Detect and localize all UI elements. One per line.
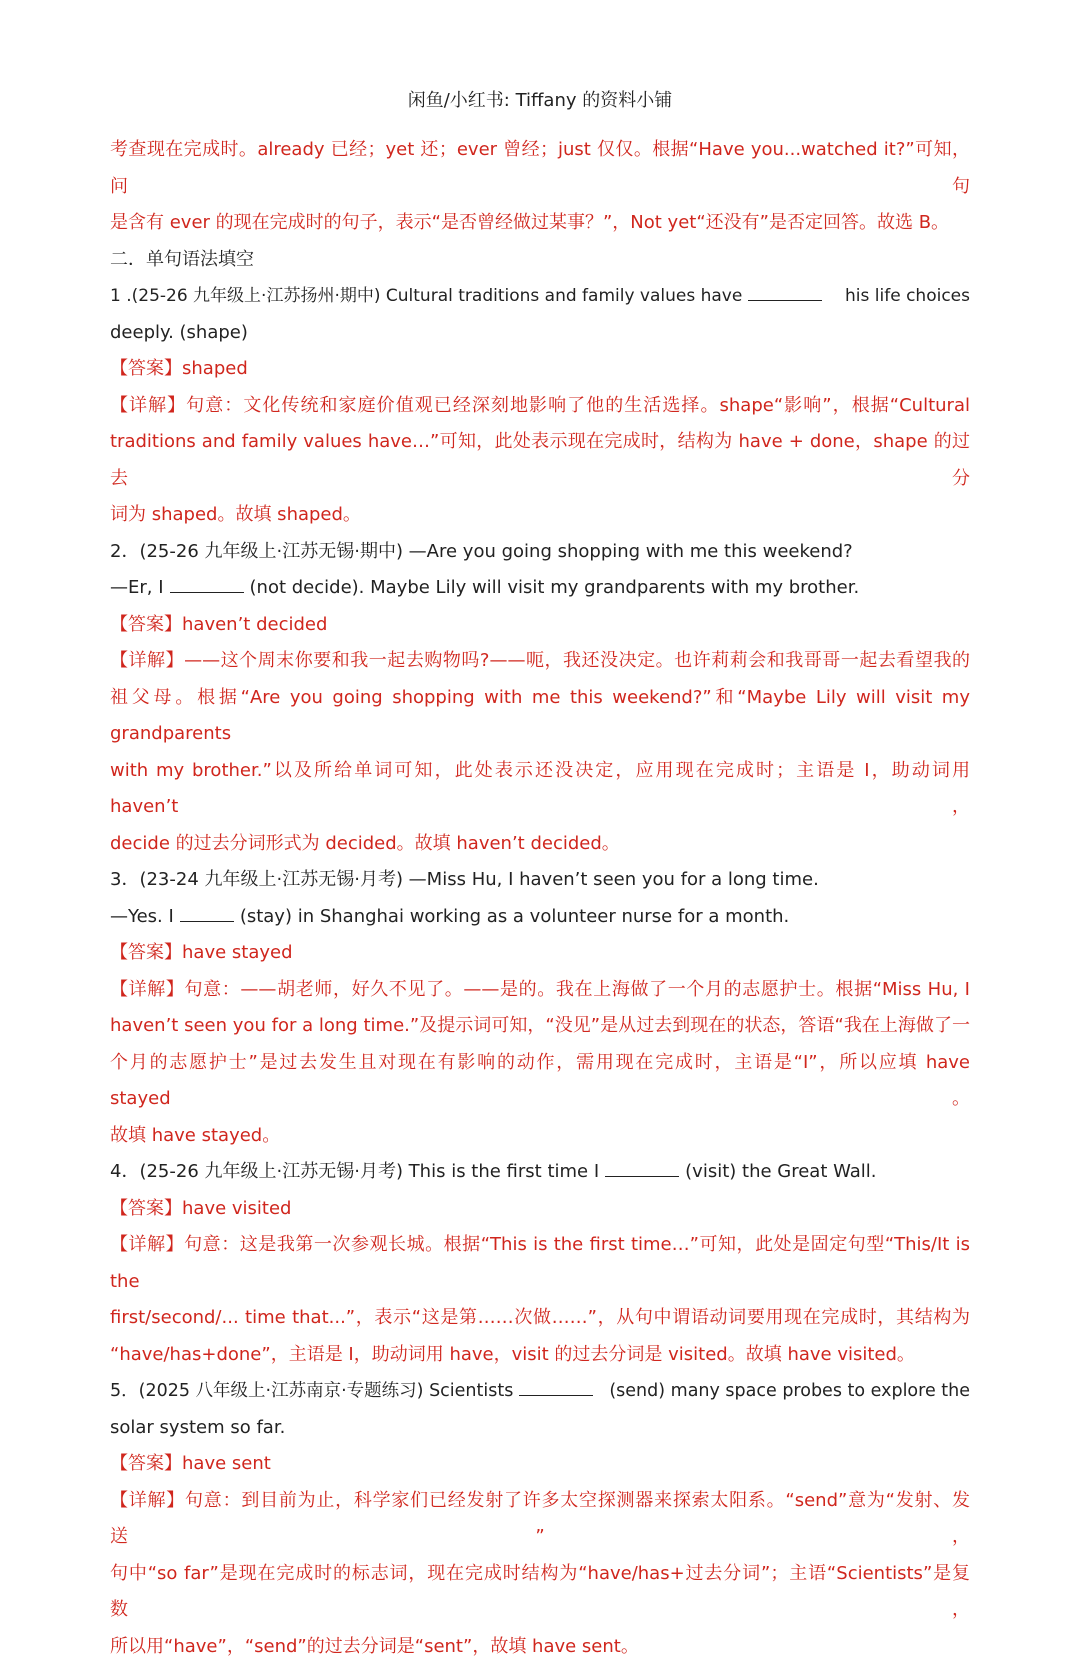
question-text: his life choices [845, 278, 970, 315]
detail-line: 【详解】——这个周末你要和我一起去购物吗?——呃，我还没决定。也许莉莉会和我哥哥一起去看望我的 [110, 643, 970, 680]
detail-line: 【详解】句意：到目前为止，科学家们已经发射了许多太空探测器来探索太阳系。“send”意为“发射、发送”， [110, 1483, 970, 1556]
detail-line: 所以用“have”，“send”的过去分词是“sent”，故填 have sent。 [110, 1629, 970, 1665]
answer-blank [519, 1373, 593, 1396]
question-3-answer: 【答案】have stayed [110, 935, 970, 972]
question-1-answer: 【答案】shaped [110, 351, 970, 388]
answer-blank [605, 1154, 679, 1177]
question-text: (visit) the Great Wall. [685, 1161, 876, 1182]
document-body [110, 132, 970, 1665]
question-text: —Er, I [110, 577, 164, 598]
answer-blank [180, 899, 234, 922]
question-text: 5．(2025 八年级上·江苏南京·专题练习) Scientists [110, 1381, 513, 1401]
question-text: (stay) in Shanghai working as a volunteer nurse for a month. [240, 906, 789, 927]
question-2-stem-2 [110, 570, 970, 607]
question-5-answer: 【答案】have sent [110, 1446, 970, 1483]
question-2-stem: 2．(25-26 九年级上·江苏无锡·期中) —Are you going shopping with me this weekend? [110, 534, 970, 571]
detail-line: 考查现在完成时。already 已经；yet 还；ever 曾经；just 仅仅。根据“Have you...watched it?”可知，问句 [110, 132, 970, 205]
detail-line: decide 的过去分词形式为 decided。故填 haven’t decided。 [110, 826, 970, 863]
detail-line: 词为 shaped。故填 shaped。 [110, 497, 970, 534]
detail-line: traditions and family values have…”可知，此处表示现在完成时，结构为 have + done，shape 的过去分 [110, 424, 970, 497]
question-2-answer: 【答案】haven’t decided [110, 607, 970, 644]
answer-blank [748, 278, 822, 301]
question-5-stem-cont: solar system so far. [110, 1410, 970, 1447]
question-text: 1 .(25-26 九年级上·江苏扬州·期中) Cultural traditions and family values have [110, 286, 742, 306]
detail-line: 祖父母。根据“Are you going shopping with me this weekend?”和“Maybe Lily will visit my grandparents [110, 680, 970, 753]
detail-line: with my brother.”以及所给单词可知，此处表示还没决定，应用现在完成时；主语是 I，助动词用 haven’t， [110, 753, 970, 826]
question-4-answer: 【答案】have visited [110, 1191, 970, 1228]
detail-line: 故填 have stayed。 [110, 1118, 970, 1155]
detail-line: haven’t seen you for a long time.”及提示词可知，“没见”是从过去到现在的状态，答语“我在上海做了一 [110, 1008, 970, 1045]
question-3-stem-2 [110, 899, 970, 936]
detail-line: 是含有 ever 的现在完成时的句子，表示“是否曾经做过某事？”，Not yet“还没有”是否定回答。故选 B。 [110, 205, 970, 242]
detail-line: first/second/... time that...”，表示“这是第……次做……”，从句中谓语动词要用现在完成时，其结构为 [110, 1300, 970, 1337]
detail-line: 【详解】句意：这是我第一次参观长城。根据“This is the first time…”可知，此处是固定句型“This/It is the [110, 1227, 970, 1300]
question-text: (send) many space probes to explore the [609, 1373, 970, 1410]
question-text: —Yes. I [110, 906, 174, 927]
answer-blank [170, 570, 244, 593]
detail-line: 【详解】句意：文化传统和家庭价值观已经深刻地影响了他的生活选择。shape“影响”，根据“Cultural [110, 388, 970, 425]
question-5-stem [110, 1373, 970, 1410]
detail-line: 句中“so far”是现在完成时的标志词，现在完成时结构为“have/has+过去分词”；主语“Scientists”是复数， [110, 1556, 970, 1629]
detail-line: “have/has+done”，主语是 I，助动词用 have，visit 的过去分词是 visited。故填 have visited。 [110, 1337, 970, 1374]
question-1-stem-cont: deeply. (shape) [110, 315, 970, 352]
detail-line: 个月的志愿护士”是过去发生且对现在有影响的动作，需用现在完成时，主语是“I”，所以应填 have stayed。 [110, 1045, 970, 1118]
question-text: 4．(25-26 九年级上·江苏无锡·月考) This is the first time I [110, 1161, 599, 1182]
question-4-stem [110, 1154, 970, 1191]
question-1-stem [110, 278, 970, 315]
section-title: 二．单句语法填空 [110, 242, 970, 279]
detail-line: 【详解】句意：——胡老师，好久不见了。——是的。我在上海做了一个月的志愿护士。根据“Miss Hu, I [110, 972, 970, 1009]
watermark-header: 闲鱼/小红书: Tiffany 的资料小铺 [0, 86, 1080, 112]
question-text: (not decide). Maybe Lily will visit my grandparents with my brother. [250, 577, 860, 598]
question-3-stem: 3．(23-24 九年级上·江苏无锡·月考) —Miss Hu, I haven’t seen you for a long time. [110, 862, 970, 899]
